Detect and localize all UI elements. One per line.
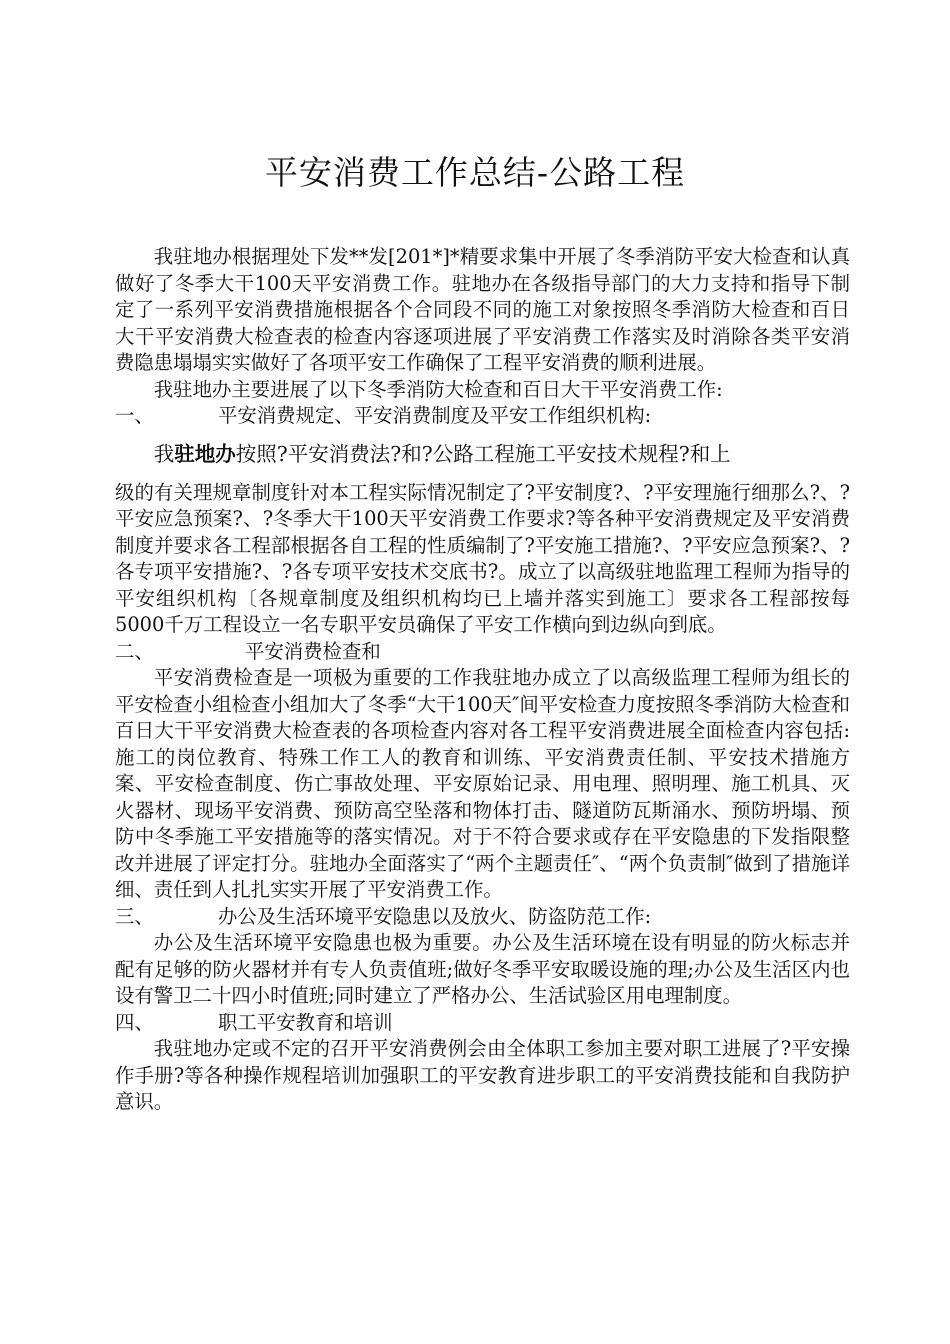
section-3-number: 三、 bbox=[115, 904, 154, 928]
section-1-body: 级的有关理规章制度针对本工程实际情况制定了?平安制度?、?平安理施行细那么?、?平安应急预案?、?冬季大干100天平安消费工作要求?等各种平安消费规定及平安消费制度并要求各工程部根据各自工程的性质编制了?平安施工措施?、?平安应急预案?、?各专项平安措施?、?各专项平安技术交底书?。成立了以高级驻地监理工程师为指导的平安组织机构〔各规章制度及组织机构均已上墙并落实到施工〕要求各工程部按每5000千万工程设立一名专职平安员确保了平安工作横向到边纵向到底。 bbox=[115, 480, 850, 636]
section-4-title: 职工平安教育和培训 bbox=[218, 1010, 393, 1034]
section-3-body: 办公及生活环境平安隐患也极为重要。办公及生活环境在设有明显的防火标志并配有足够的防火器材并有专人负责值班;做好冬季平安取暖设施的理;办公及生活区内也设有警卫二十四小时值班;同时建立了严格办公、生活试验区用电理制度。 bbox=[115, 931, 850, 1007]
section-1-lead-bold: 驻地办 bbox=[174, 441, 236, 466]
section-2-title: 平安消费检查和 bbox=[245, 639, 381, 663]
document-title: 平安消费工作总结-公路工程 bbox=[264, 153, 686, 192]
section-1-number: 一、 bbox=[115, 404, 154, 427]
section-1-paragraph bbox=[115, 436, 850, 639]
section-1-lead-prefix: 我 bbox=[153, 441, 175, 466]
section-4-number: 四、 bbox=[115, 1010, 154, 1034]
section-4-heading bbox=[115, 1010, 850, 1037]
section-1-title: 平安消费规定、平安消费制度及平安工作组织机构: bbox=[218, 404, 652, 427]
section-3-title: 办公及生活环境平安隐患以及放火、防盗防范工作: bbox=[218, 904, 652, 928]
section-3-heading bbox=[115, 904, 850, 931]
section-1-heading bbox=[115, 403, 850, 430]
section-1-lead-line bbox=[115, 436, 850, 472]
section-2-number: 二、 bbox=[115, 639, 154, 663]
section-2-body: 平安消费检查是一项极为重要的工作我驻地办成立了以高级监理工程师为组长的平安检查小组检查小组加大了冬季“大干100天″间平安检查力度按照冬季消防大检查和百日大干平安消费大检查表的各项检查内容对各工程平安消费进展全面检查内容包括:施工的岗位教育、特殊工作工人的教育和训练、平安消费责任制、平安技术措施方案、平安检查制度、伤亡事故处理、平安原始记录、用电理、照明理、施工机具、灭火器材、现场平安消费、预防高空坠落和物体打击、隧道防瓦斯涌水、预防坍塌、预防中冬季施工平安措施等的落实情况。对于不符合要求或存在平安隐患的下发指限整改并进展了评定打分。驻地办全面落实了“两个主题责任″、“两个负责制″做到了措施详细、责任到人扎扎实实开展了平安消费工作。 bbox=[115, 666, 850, 901]
document-body bbox=[115, 244, 850, 1116]
section-4-body: 我驻地办定或不定的召开平安消费例会由全体职工参加主要对职工进展了?平安操作手册?等各种操作规程培训加强职工的平安教育进步职工的平安消费技能和自我防护意识。 bbox=[115, 1037, 850, 1113]
section-1-lead-rest: 按照?平安消费法?和?公路工程施工平安技术规程?和上 bbox=[235, 441, 731, 466]
intro-paragraph: 我驻地办根据理处下发**发[201*]*精要求集中开展了冬季消防平安大检查和认真做好了冬季大干100天平安消费工作。驻地办在各级指导部门的大力支持和指导下制定了一系列平安消费措施根据各个合同段不同的施工对象按照冬季消防大检查和百日大干平安消费大检查表的检查内容逐项进展了平安消费工作落实及时消除各类平安消费隐患塌塌实实做好了各项平安工作确保了工程平安消费的顺利进展。 bbox=[115, 245, 850, 374]
section-2-heading bbox=[115, 639, 850, 666]
intro-paragraph-2: 我驻地办主要进展了以下冬季消防大检查和百日大干平安消费工作: bbox=[153, 377, 723, 401]
